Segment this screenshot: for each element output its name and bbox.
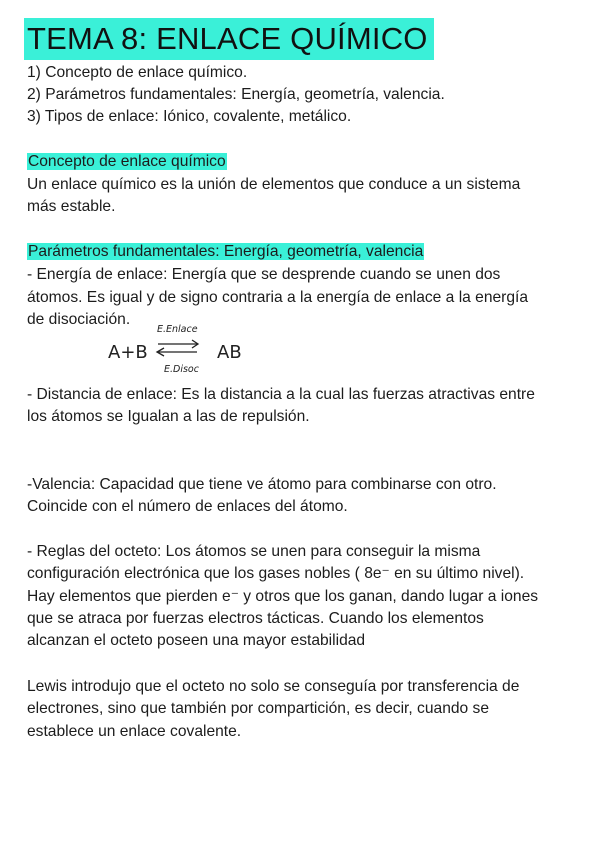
paragraph-line: -Valencia: Capacidad que tiene ve átomo para combinarse con otro.	[27, 476, 497, 493]
paragraph-line: que se atraca por fuerzas electros tácticas. Cuando los elementos	[27, 610, 484, 627]
section-heading-parameters: Parámetros fundamentales: Energía, geometría, valencia	[28, 243, 424, 260]
index-item: 3) Tipos de enlace: Iónico, covalente, metálico.	[27, 108, 352, 125]
index-item: 1) Concepto de enlace químico.	[27, 64, 248, 81]
paragraph-line: - Energía de enlace: Energía que se desprende cuando se unen dos	[27, 266, 501, 283]
reaction-product: AB	[217, 342, 242, 363]
page-title: TEMA 8: ENLACE QUÍMICO	[24, 18, 434, 60]
paragraph-line: - Reglas del octeto: Los átomos se unen para conseguir la misma	[27, 543, 481, 560]
paragraph-line: configuración electrónica que los gases nobles ( 8e⁻ en su último nivel).	[27, 565, 525, 582]
paragraph-line: alcanzan el octeto poseen una mayor estabilidad	[27, 632, 366, 649]
paragraph-line: Un enlace químico es la unión de elementos que conduce a un sistema	[27, 176, 521, 193]
paragraph-line: los átomos se Igualan a las de repulsión.	[27, 408, 310, 425]
paragraph-line: - Distancia de enlace: Es la distancia a la cual las fuerzas atractivas entre	[27, 386, 535, 403]
paragraph-line: Lewis introdujo que el octeto no solo se conseguía por transferencia de	[27, 678, 520, 695]
reaction-top-label: E.Enlace	[157, 324, 198, 335]
reaction-bottom-label: E.Disoc	[164, 364, 199, 375]
paragraph-line: átomos. Es igual y de signo contraria a la energía de enlace a la energía	[27, 289, 529, 306]
paragraph-line: establece un enlace covalente.	[27, 723, 242, 740]
index-item: 2) Parámetros fundamentales: Energía, geometría, valencia.	[27, 86, 445, 103]
paragraph-line: Coincide con el número de enlaces del átomo.	[27, 498, 348, 515]
paragraph-line: más estable.	[27, 198, 116, 215]
paragraph-line: Hay elementos que pierden e⁻ y otros que los ganan, dando lugar a iones	[27, 588, 539, 605]
reaction-reactants: A+B	[108, 342, 148, 363]
paragraph-line: de disociación.	[27, 311, 131, 328]
paragraph-line: electrones, sino que también por compartición, es decir, cuando se	[27, 700, 490, 717]
reaction-diagram	[100, 318, 260, 378]
section-heading-concept: Concepto de enlace químico	[28, 153, 226, 170]
